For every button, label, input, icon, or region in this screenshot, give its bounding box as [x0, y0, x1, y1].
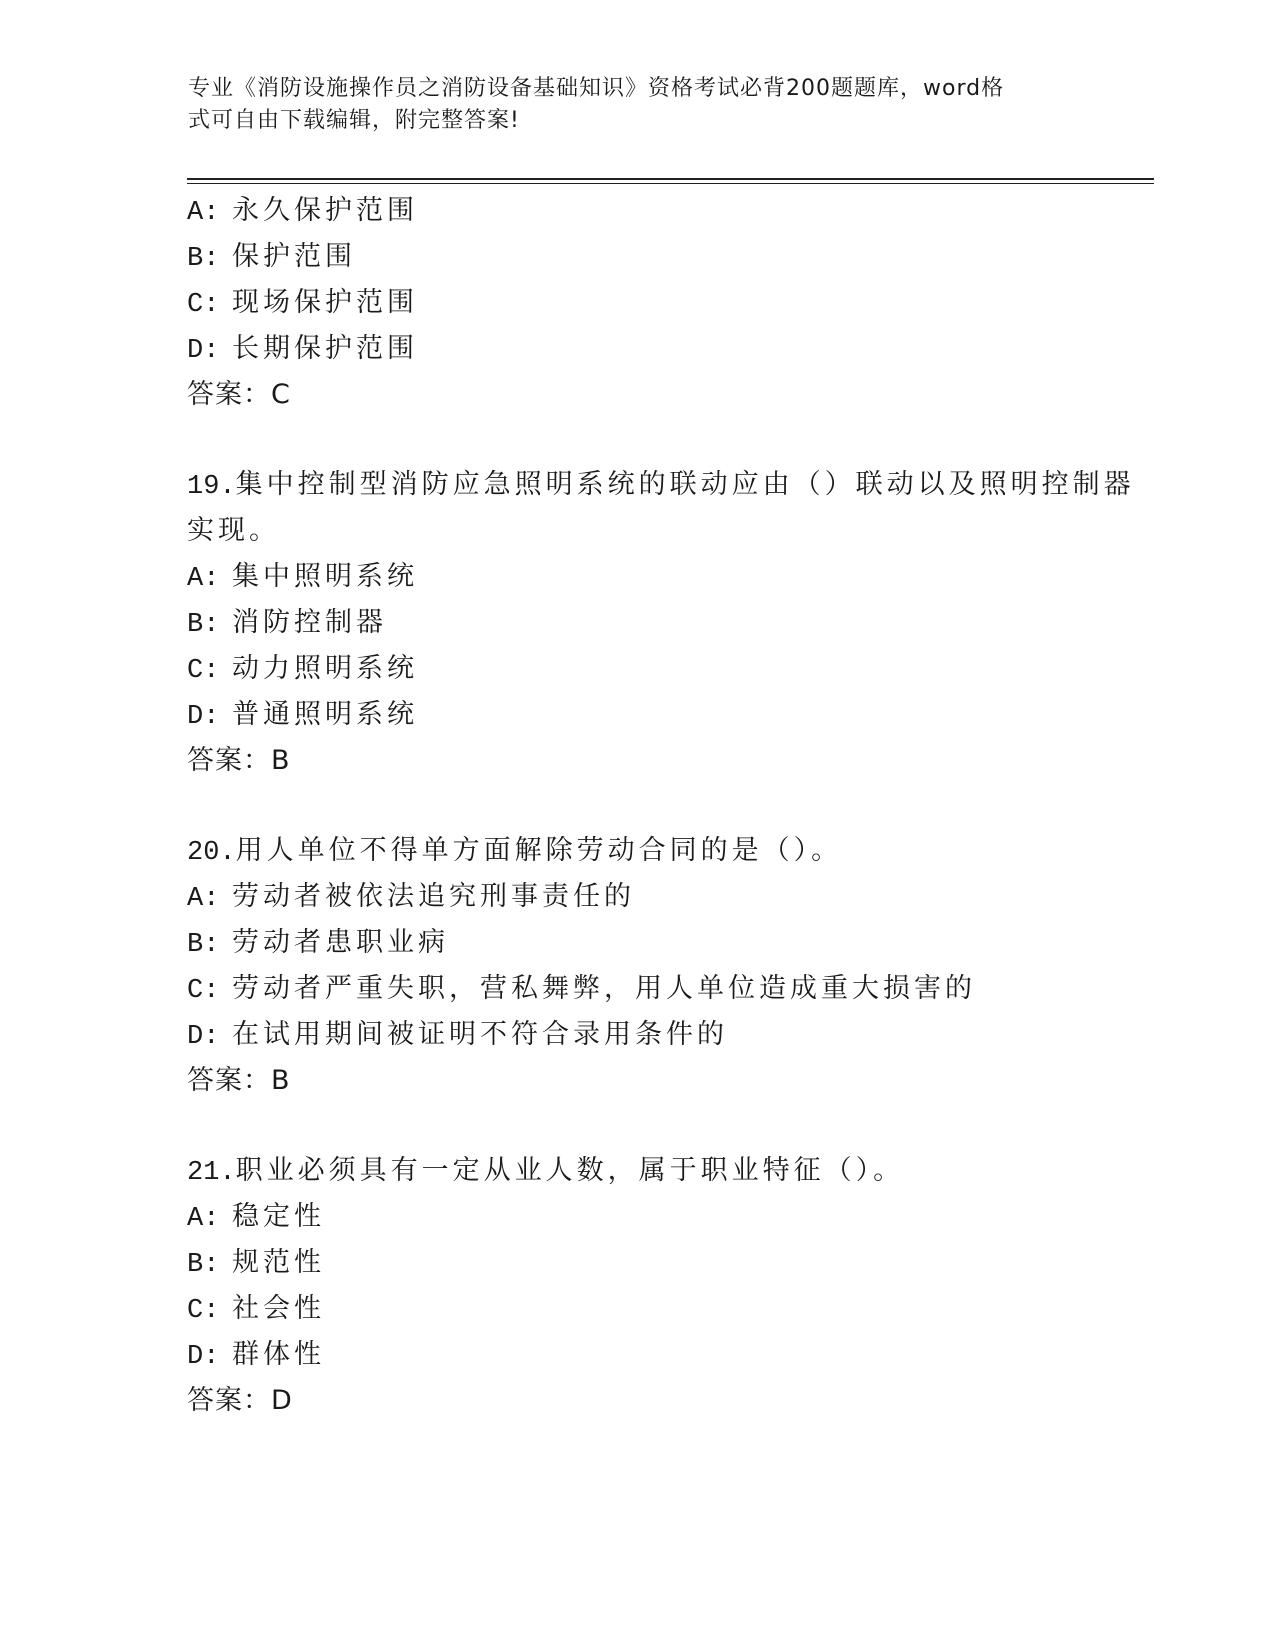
- answer-label: 答案：: [187, 745, 271, 776]
- answer-value: B: [271, 1065, 291, 1096]
- option-text: 永久保护范围: [232, 195, 418, 226]
- option-separator: [219, 1019, 232, 1050]
- question-block: [187, 1104, 1087, 1424]
- option-key: B:: [187, 244, 220, 274]
- header-line-1: 专业《消防设施操作员之消防设备基础知识》资格考试必背200题题库，word格: [188, 76, 1005, 101]
- option-key: D:: [187, 336, 220, 366]
- answer-value: B: [271, 745, 291, 776]
- option-key: A:: [187, 1204, 220, 1234]
- option-separator: [219, 287, 232, 318]
- option-separator: [219, 653, 232, 684]
- option-key: B:: [187, 930, 220, 960]
- answer-option: [187, 1332, 1087, 1378]
- option-separator: [219, 927, 232, 958]
- answer-option: [187, 1012, 1087, 1058]
- option-text: 保护范围: [232, 241, 356, 272]
- option-key: B:: [187, 610, 220, 640]
- option-separator: [219, 699, 232, 730]
- question-block: [187, 784, 1087, 1104]
- answer-label: 答案：: [187, 1385, 271, 1416]
- question-stem-text: 集中控制型消防应急照明系统的联动应由（）联动以及照明控制器: [235, 469, 1135, 500]
- option-text: 消防控制器: [232, 607, 387, 638]
- option-key: A:: [187, 884, 220, 914]
- option-separator: [219, 1247, 232, 1278]
- option-key: D:: [187, 1022, 220, 1052]
- answer-option: [187, 234, 1087, 280]
- block-spacer: [187, 784, 1087, 828]
- question-number: 20.: [187, 838, 236, 868]
- block-spacer: [187, 418, 1087, 462]
- option-text: 规范性: [232, 1247, 325, 1278]
- answer-line: [187, 1378, 1087, 1424]
- answer-label: 答案：: [187, 379, 271, 410]
- question-stem-text: 用人单位不得单方面解除劳动合同的是（）。: [235, 835, 843, 866]
- answer-option: [187, 600, 1087, 646]
- option-key: D:: [187, 702, 220, 732]
- answer-option: [187, 326, 1087, 372]
- option-key: B:: [187, 1250, 220, 1280]
- option-key: A:: [187, 198, 220, 228]
- option-text: 群体性: [232, 1339, 325, 1370]
- answer-option: [187, 920, 1087, 966]
- option-text: 劳动者严重失职，营私舞弊，用人单位造成重大损害的: [232, 973, 976, 1004]
- answer-option: [187, 646, 1087, 692]
- answer-option: [187, 188, 1087, 234]
- document-header: [188, 73, 1068, 137]
- answer-option: [187, 554, 1087, 600]
- option-separator: [219, 195, 232, 226]
- option-separator: [219, 973, 232, 1004]
- option-key: C:: [187, 1296, 220, 1326]
- answer-line: [187, 1058, 1087, 1104]
- option-text: 社会性: [232, 1293, 325, 1324]
- option-separator: [219, 881, 232, 912]
- option-separator: [219, 607, 232, 638]
- question-stem-text: 实现。: [187, 515, 280, 546]
- question-stem-line: [187, 508, 1087, 554]
- answer-option: [187, 692, 1087, 738]
- answer-line: [187, 738, 1087, 784]
- option-separator: [219, 561, 232, 592]
- option-key: D:: [187, 1342, 220, 1372]
- option-key: C:: [187, 976, 220, 1006]
- option-separator: [219, 1339, 232, 1370]
- option-text: 集中照明系统: [232, 561, 418, 592]
- answer-option: [187, 280, 1087, 326]
- option-separator: [219, 1201, 232, 1232]
- question-number: 19.: [187, 472, 236, 502]
- answer-option: [187, 1240, 1087, 1286]
- header-line-2: 式可自由下载编辑，附完整答案!: [188, 108, 520, 133]
- answer-label: 答案：: [187, 1065, 271, 1096]
- option-key: A:: [187, 564, 220, 594]
- question-number: 21.: [187, 1158, 236, 1188]
- option-text: 劳动者被依法追究刑事责任的: [232, 881, 635, 912]
- header-divider-thick: [187, 178, 1154, 180]
- answer-value: D: [271, 1385, 293, 1416]
- answer-option: [187, 966, 1087, 1012]
- option-key: C:: [187, 290, 220, 320]
- option-separator: [219, 241, 232, 272]
- option-key: C:: [187, 656, 220, 686]
- answer-option: [187, 1194, 1087, 1240]
- header-divider-thin: [187, 183, 1154, 184]
- question-block: [187, 188, 1087, 418]
- option-separator: [219, 333, 232, 364]
- question-stem-line: [187, 462, 1135, 508]
- question-stem-line: [187, 828, 1087, 874]
- option-text: 在试用期间被证明不符合录用条件的: [232, 1019, 728, 1050]
- answer-option: [187, 1286, 1087, 1332]
- question-stem-line: [187, 1148, 1087, 1194]
- question-stem-text: 职业必须具有一定从业人数，属于职业特征（）。: [235, 1155, 905, 1186]
- answer-value: C: [271, 379, 291, 410]
- option-text: 动力照明系统: [232, 653, 418, 684]
- question-list: [187, 188, 1135, 1424]
- option-text: 普通照明系统: [232, 699, 418, 730]
- option-separator: [219, 1293, 232, 1324]
- answer-line: [187, 372, 1087, 418]
- question-block: [187, 418, 1135, 784]
- block-spacer: [187, 1104, 1087, 1148]
- option-text: 现场保护范围: [232, 287, 418, 318]
- option-text: 稳定性: [232, 1201, 325, 1232]
- answer-option: [187, 874, 1087, 920]
- option-text: 长期保护范围: [232, 333, 418, 364]
- option-text: 劳动者患职业病: [232, 927, 449, 958]
